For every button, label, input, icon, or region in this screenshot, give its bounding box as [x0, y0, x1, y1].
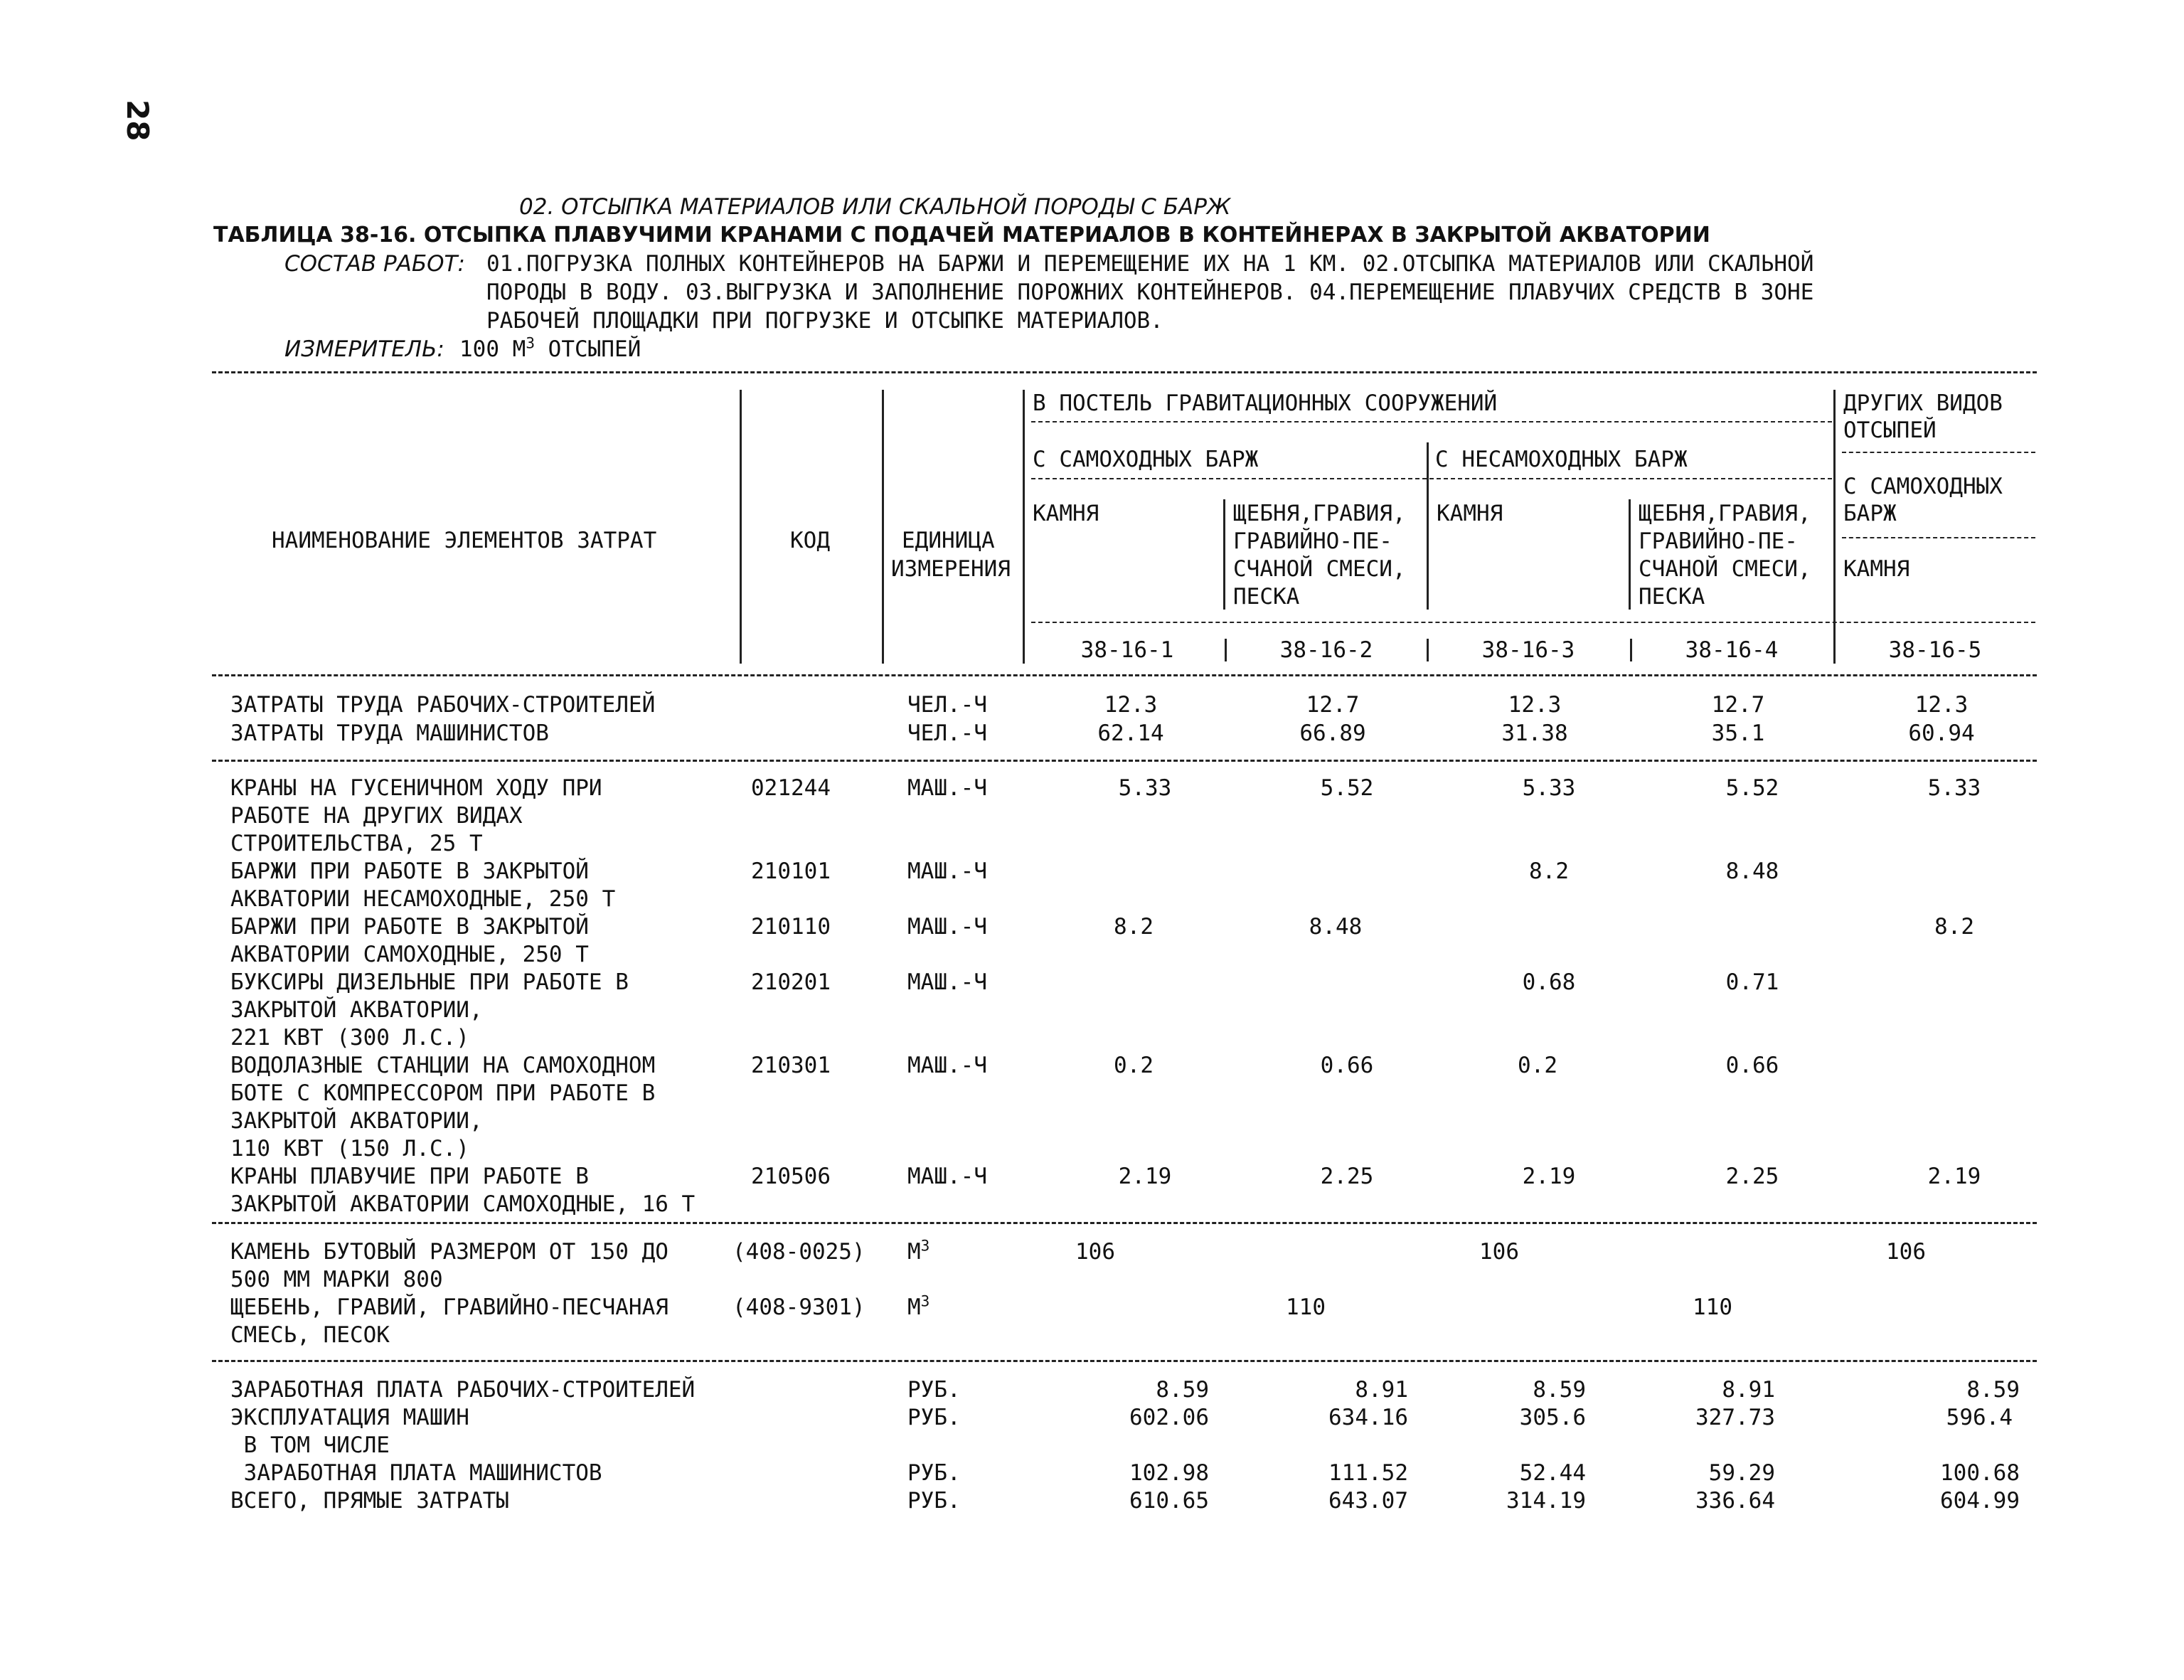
total-value: 596.4 — [1946, 1405, 2013, 1430]
total-name: ЗАРАБОТНАЯ ПЛАТА РАБОЧИХ-СТРОИТЕЛЕЙ — [230, 1377, 696, 1403]
machine-value: 0.66 — [1725, 1053, 1779, 1078]
labor-value: 31.38 — [1501, 721, 1568, 746]
machine-value: 5.33 — [1927, 775, 1981, 801]
total-value: 314.19 — [1506, 1488, 1586, 1514]
rule-machines-bottom — [212, 1222, 2037, 1224]
header-unit-2: ИЗМЕРЕНИЯ — [891, 556, 1011, 582]
header-subrule — [1031, 421, 1832, 422]
work-line-2: ПОРОДЫ В ВОДУ. 03.ВЫГРУЗКА И ЗАПОЛНЕНИЕ ПОРОЖНИХ КОНТЕЙНЕРОВ. 04.ПЕРЕМЕЩЕНИЕ ПЛАВУЧИХ СРЕДСТВ В ЗОНЕ — [486, 280, 1814, 305]
total-unit: РУБ. — [907, 1377, 961, 1403]
measure-label: ИЗМЕРИТЕЛЬ: — [284, 336, 444, 362]
table-title: ТАБЛИЦА 38-16. ОТСЫПКА ПЛАВУЧИМИ КРАНАМИ С ПОДАЧЕЙ МАТЕРИАЛОВ В КОНТЕЙНЕРАХ В ЗАКРЫТОЙ АКВАТОРИИ — [213, 223, 1710, 248]
labor-value: 66.89 — [1299, 721, 1366, 746]
labor-unit: ЧЕЛ.-Ч — [907, 692, 987, 718]
col-code-4: 38-16-4 — [1685, 637, 1779, 663]
machine-value: 2.19 — [1118, 1164, 1172, 1189]
total-value: 602.06 — [1129, 1405, 1209, 1430]
total-value: 604.99 — [1940, 1488, 2020, 1514]
total-value: 100.68 — [1940, 1460, 2020, 1486]
header-stone-1: КАМНЯ — [1033, 501, 1099, 526]
machine-code: 210506 — [751, 1164, 831, 1189]
total-value: 111.52 — [1328, 1460, 1408, 1486]
labor-value: 35.1 — [1711, 721, 1765, 746]
total-name: ЭКСПЛУАТАЦИЯ МАШИН — [230, 1405, 469, 1430]
total-value: 8.59 — [1533, 1377, 1586, 1403]
material-value: 106 — [1075, 1239, 1115, 1265]
machine-value: 5.33 — [1118, 775, 1172, 801]
machine-name-line: БАРЖИ ПРИ РАБОТЕ В ЗАКРЫТОЙ — [230, 914, 589, 940]
total-value: 8.59 — [1966, 1377, 2020, 1403]
header-gravel-b2: ГРАВИЙНО-ПЕ- — [1639, 528, 1798, 554]
total-name: ЗАРАБОТНАЯ ПЛАТА МАШИНИСТОВ — [230, 1460, 602, 1486]
total-name: ВСЕГО, ПРЯМЫЕ ЗАТРАТЫ — [230, 1488, 509, 1514]
header-gravel-a1: ЩЕБНЯ,ГРАВИЯ, — [1233, 501, 1406, 526]
material-code: (408-0025) — [733, 1239, 865, 1265]
machine-value: 5.52 — [1320, 775, 1374, 801]
machine-name-line: ЗАКРЫТОЙ АКВАТОРИИ САМОХОДНЫЕ, 16 Т — [230, 1191, 696, 1217]
machine-name-line: АКВАТОРИИ САМОХОДНЫЕ, 250 Т — [230, 942, 589, 967]
machine-code: 210301 — [751, 1053, 831, 1078]
machine-code: 210101 — [751, 858, 831, 884]
machine-value: 2.19 — [1927, 1164, 1981, 1189]
labor-value: 12.3 — [1914, 692, 1969, 718]
header-code: КОД — [790, 528, 830, 553]
header-divider — [1427, 442, 1429, 610]
machine-unit: МАШ.-Ч — [907, 775, 987, 801]
header-gravel-b3: СЧАНОЙ СМЕСИ, — [1639, 556, 1811, 582]
machine-name-line: КРАНЫ НА ГУСЕНИЧНОМ ХОДУ ПРИ — [230, 775, 602, 801]
machine-name-line: РАБОТЕ НА ДРУГИХ ВИДАХ — [230, 803, 523, 829]
header-gravel-a4: ПЕСКА — [1233, 584, 1300, 610]
measure-value: 100 $М^3$ ОТСЫПЕЙ — [459, 334, 641, 362]
machine-value: 0.66 — [1320, 1053, 1374, 1078]
rule-materials-bottom — [212, 1360, 2037, 1362]
total-value: 102.98 — [1129, 1460, 1209, 1486]
machine-value: 8.48 — [1725, 858, 1779, 884]
labor-name: ЗАТРАТЫ ТРУДА РАБОЧИХ-СТРОИТЕЛЕЙ — [230, 692, 656, 718]
material-name-line: 500 ММ МАРКИ 800 — [230, 1267, 443, 1292]
total-value: 610.65 — [1129, 1488, 1209, 1514]
machine-value: 2.19 — [1522, 1164, 1576, 1189]
total-value: 643.07 — [1328, 1488, 1408, 1514]
machine-name-line: 110 КВТ (150 Л.С.) — [230, 1136, 469, 1161]
header-group-other-1: ДРУГИХ ВИДОВ — [1843, 390, 2003, 416]
header-self: С САМОХОДНЫХ БАРЖ — [1033, 447, 1259, 472]
rule-header-bottom — [212, 674, 2037, 676]
labor-value: 12.3 — [1508, 692, 1562, 718]
header-unit-1: ЕДИНИЦА — [902, 528, 995, 553]
machine-value: 5.33 — [1522, 775, 1576, 801]
material-value: 110 — [1693, 1294, 1732, 1320]
page-number: 28 — [120, 100, 155, 142]
material-value: 106 — [1479, 1239, 1519, 1265]
header-divider — [1225, 639, 1227, 661]
total-name: В ТОМ ЧИСЛЕ — [230, 1432, 390, 1458]
header-name: НАИМЕНОВАНИЕ ЭЛЕМЕНТОВ ЗАТРАТ — [272, 528, 657, 553]
machine-name-line: БАРЖИ ПРИ РАБОТЕ В ЗАКРЫТОЙ — [230, 858, 589, 884]
header-subrule — [1842, 537, 2035, 538]
machine-name-line: АКВАТОРИИ НЕСАМОХОДНЫЕ, 250 Т — [230, 886, 616, 912]
header-group-gravity: В ПОСТЕЛЬ ГРАВИТАЦИОННЫХ СООРУЖЕНИЙ — [1033, 390, 1498, 416]
machine-name-line: ЗАКРЫТОЙ АКВАТОРИИ, — [230, 997, 483, 1023]
machine-value: 0.2 — [1114, 1053, 1154, 1078]
total-value: 8.91 — [1722, 1377, 1775, 1403]
machine-name-line: 221 КВТ (300 Л.С.) — [230, 1025, 469, 1051]
machine-value: 2.25 — [1320, 1164, 1374, 1189]
material-unit: $М^3$ — [907, 1292, 930, 1320]
col-code-5: 38-16-5 — [1888, 637, 1982, 663]
work-line-3: РАБОЧЕЙ ПЛОЩАДКИ ПРИ ПОГРУЗКЕ И ОТСЫПКЕ МАТЕРИАЛОВ. — [486, 308, 1163, 334]
total-unit: РУБ. — [907, 1405, 961, 1430]
total-unit: РУБ. — [907, 1488, 961, 1514]
col-code-2: 38-16-2 — [1279, 637, 1373, 663]
header-divider — [740, 390, 742, 664]
section-title: 02. ОТСЫПКА МАТЕРИАЛОВ ИЛИ СКАЛЬНОЙ ПОРОДЫ С БАРЖ — [519, 194, 1231, 220]
machine-name-line: КРАНЫ ПЛАВУЧИЕ ПРИ РАБОТЕ В — [230, 1164, 589, 1189]
machine-name-line: СТРОИТЕЛЬСТВА, 25 Т — [230, 831, 483, 856]
machine-value: 5.52 — [1725, 775, 1779, 801]
labor-value: 60.94 — [1908, 721, 1975, 746]
header-stone-2: КАМНЯ — [1437, 501, 1503, 526]
work-label: СОСТАВ РАБОТ: — [284, 251, 465, 277]
header-gravel-b1: ЩЕБНЯ,ГРАВИЯ, — [1639, 501, 1811, 526]
rule-top — [212, 371, 2037, 373]
total-value: 59.29 — [1708, 1460, 1775, 1486]
labor-name: ЗАТРАТЫ ТРУДА МАШИНИСТОВ — [230, 721, 549, 746]
total-value: 327.73 — [1695, 1405, 1775, 1430]
machine-value: 0.2 — [1518, 1053, 1557, 1078]
header-divider — [882, 390, 884, 664]
machine-unit: МАШ.-Ч — [907, 914, 987, 940]
header-other-self-2: БАРЖ — [1843, 501, 1897, 526]
material-value: 106 — [1886, 1239, 1926, 1265]
total-value: 52.44 — [1519, 1460, 1586, 1486]
material-value: 110 — [1286, 1294, 1326, 1320]
machine-value: 8.2 — [1114, 914, 1154, 940]
machine-code: 210110 — [751, 914, 831, 940]
header-divider — [1023, 390, 1025, 664]
machine-value: 0.68 — [1522, 969, 1576, 995]
machine-value: 2.25 — [1725, 1164, 1779, 1189]
machine-value: 8.48 — [1309, 914, 1363, 940]
machine-value: 0.71 — [1725, 969, 1779, 995]
header-gravel-b4: ПЕСКА — [1639, 584, 1705, 610]
header-group-other-2: ОТСЫПЕЙ — [1843, 418, 1937, 443]
machine-code: 210201 — [751, 969, 831, 995]
material-name-line: КАМЕНЬ БУТОВЫЙ РАЗМЕРОМ ОТ 150 ДО — [230, 1239, 668, 1265]
machine-name-line: БОТЕ С КОМПРЕССОРОМ ПРИ РАБОТЕ В — [230, 1080, 656, 1106]
work-line-1: 01.ПОГРУЗКА ПОЛНЫХ КОНТЕЙНЕРОВ НА БАРЖИ И ПЕРЕМЕЩЕНИЕ ИХ НА 1 КМ. 02.ОТСЫПКА МАТЕРИАЛОВ ИЛИ СКАЛЬНОЙ — [486, 251, 1814, 277]
total-value: 305.6 — [1519, 1405, 1586, 1430]
machine-value: 8.2 — [1529, 858, 1569, 884]
header-other-self-1: С САМОХОДНЫХ — [1843, 474, 2003, 499]
material-name-line: ЩЕБЕНЬ, ГРАВИЙ, ГРАВИЙНО-ПЕСЧАНАЯ — [230, 1294, 668, 1320]
header-divider — [1629, 499, 1631, 610]
header-other-stone: КАМНЯ — [1843, 556, 1910, 582]
col-code-1: 38-16-1 — [1080, 637, 1174, 663]
header-non-self: С НЕСАМОХОДНЫХ БАРЖ — [1435, 447, 1688, 472]
total-value: 336.64 — [1695, 1488, 1775, 1514]
labor-value: 12.7 — [1711, 692, 1765, 718]
header-gravel-a3: СЧАНОЙ СМЕСИ, — [1233, 556, 1406, 582]
machine-unit: МАШ.-Ч — [907, 1164, 987, 1189]
material-unit: $М^3$ — [907, 1237, 930, 1265]
rule-labor-bottom — [212, 760, 2037, 762]
header-gravel-a2: ГРАВИЙНО-ПЕ- — [1233, 528, 1392, 554]
col-code-3: 38-16-3 — [1481, 637, 1575, 663]
header-subrule — [1842, 452, 2035, 453]
machine-unit: МАШ.-Ч — [907, 1053, 987, 1078]
machine-value: 8.2 — [1934, 914, 1974, 940]
header-divider — [1630, 639, 1632, 661]
total-value: 8.91 — [1355, 1377, 1408, 1403]
machine-unit: МАШ.-Ч — [907, 858, 987, 884]
labor-value: 12.3 — [1104, 692, 1158, 718]
labor-value: 62.14 — [1097, 721, 1164, 746]
machine-name-line: ЗАКРЫТОЙ АКВАТОРИИ, — [230, 1108, 483, 1134]
machine-name-line: ВОДОЛАЗНЫЕ СТАНЦИИ НА САМОХОДНОМ — [230, 1053, 656, 1078]
material-code: (408-9301) — [733, 1294, 865, 1320]
header-subrule — [1031, 622, 2035, 623]
header-divider — [1223, 499, 1225, 610]
header-subrule — [1031, 478, 1832, 479]
machine-unit: МАШ.-Ч — [907, 969, 987, 995]
labor-unit: ЧЕЛ.-Ч — [907, 721, 987, 746]
machine-code: 021244 — [751, 775, 831, 801]
material-name-line: СМЕСЬ, ПЕСОК — [230, 1322, 390, 1348]
labor-value: 12.7 — [1306, 692, 1360, 718]
total-value: 8.59 — [1156, 1377, 1209, 1403]
total-unit: РУБ. — [907, 1460, 961, 1486]
total-value: 634.16 — [1328, 1405, 1408, 1430]
machine-name-line: БУКСИРЫ ДИЗЕЛЬНЫЕ ПРИ РАБОТЕ В — [230, 969, 629, 995]
header-divider — [1427, 639, 1429, 661]
